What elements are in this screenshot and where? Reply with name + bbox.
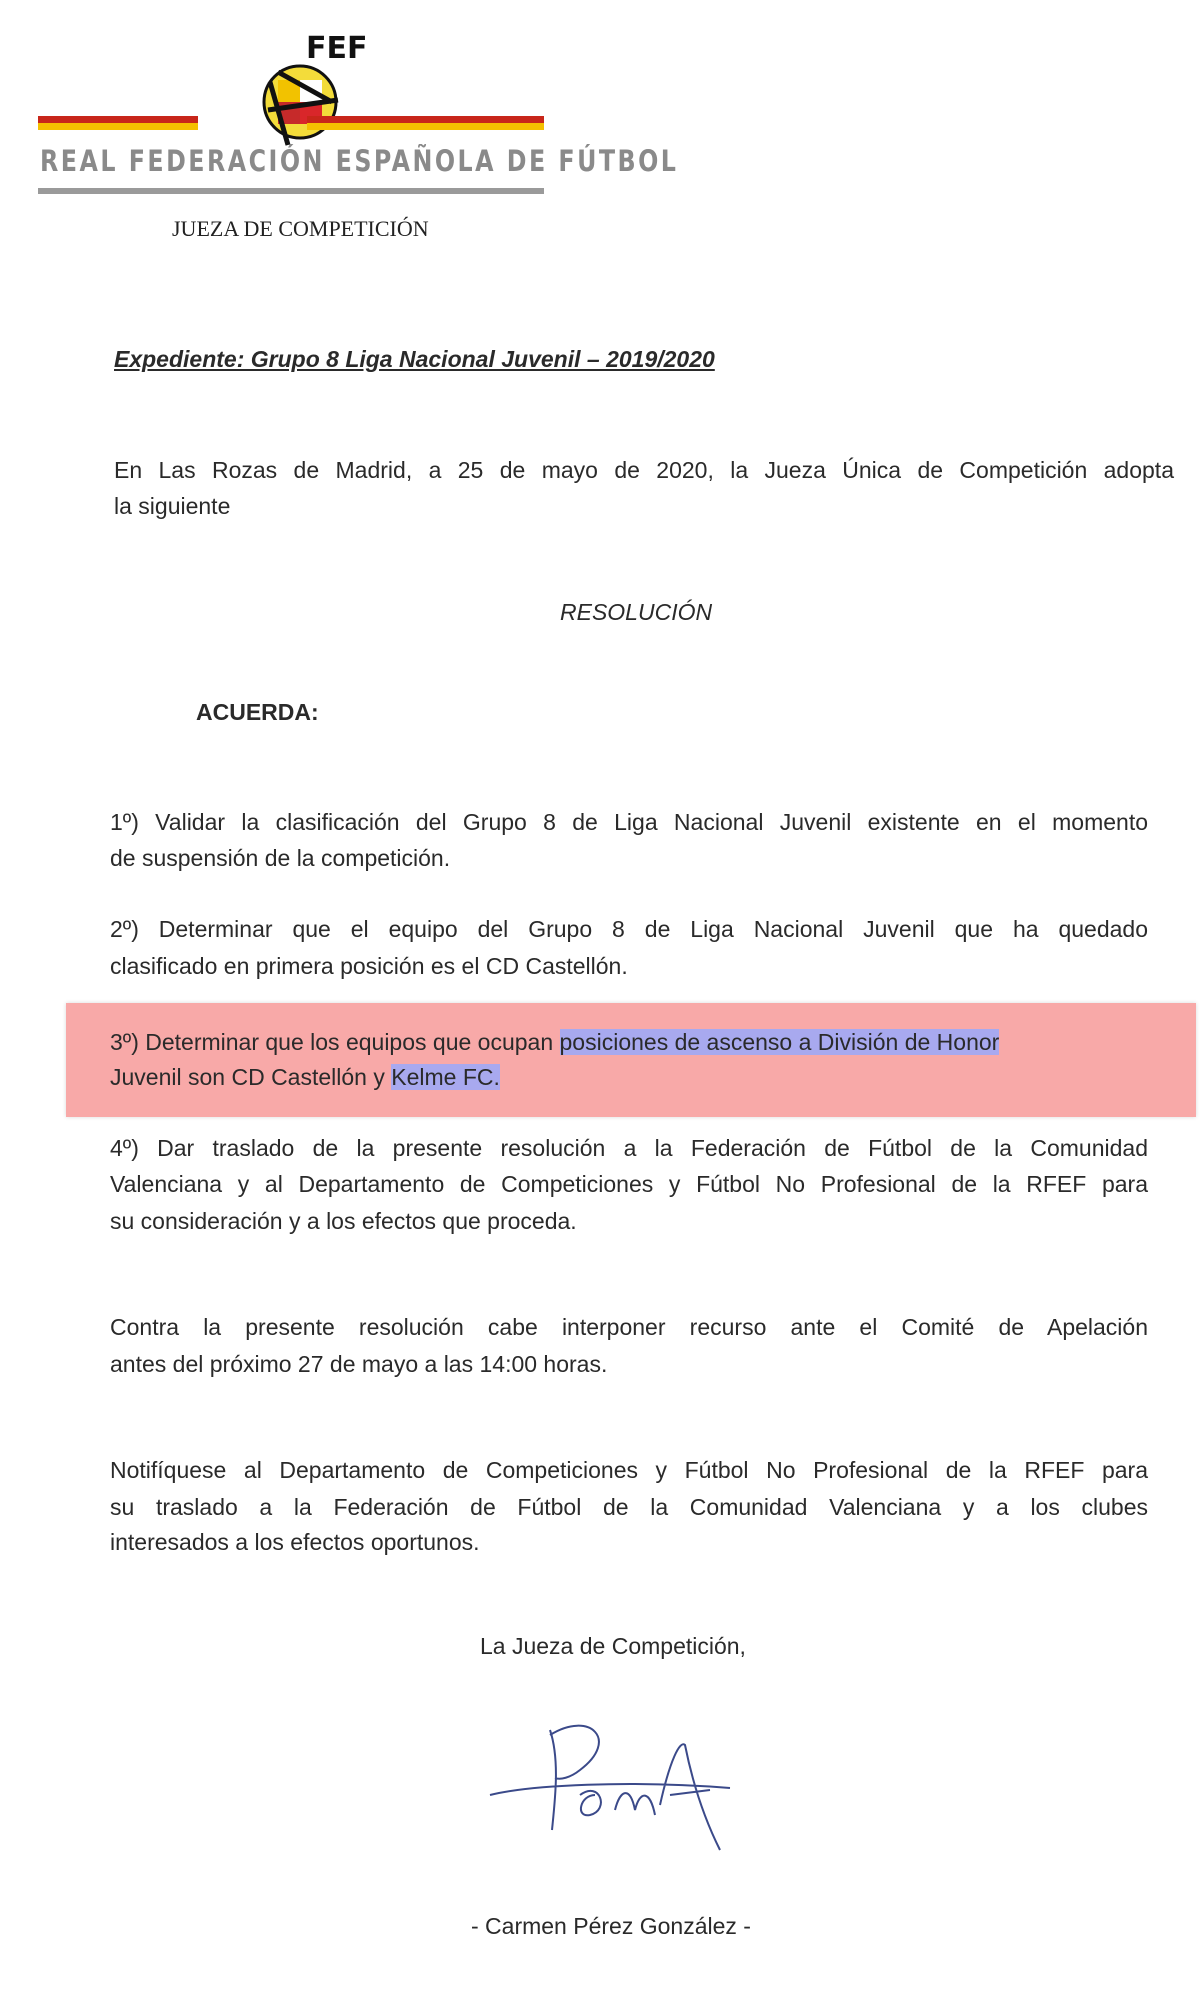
resolution-title: RESOLUCIÓN — [560, 599, 713, 625]
svg-text:FEF: FEF — [306, 31, 368, 66]
item-2-line: 2º) Determinar que el equipo del Grupo 8 de Liga Nacional Juvenil que ha quedado — [110, 916, 1148, 942]
agrees-label: ACUERDA: — [196, 699, 319, 725]
office-title: JUEZA DE COMPETICIÓN — [172, 216, 429, 241]
item-4-line: 4º) Dar traslado de la presente resolución a la Federación de Fútbol de la Comunidad — [110, 1135, 1148, 1161]
flag-stripe-left — [38, 116, 198, 130]
highlighted-item-3 — [66, 1003, 1196, 1117]
intro-line: la siguiente — [114, 493, 231, 519]
closing: La Jueza de Competición, — [480, 1633, 746, 1659]
item-4-line: su consideración y a los efectos que proceda. — [110, 1208, 577, 1234]
item-4-line: Valenciana y al Departamento de Competiciones y Fútbol No Profesional de la RFEF para — [110, 1171, 1148, 1197]
rfef-crest-icon — [248, 20, 368, 155]
logo-underline — [38, 188, 544, 194]
signature — [470, 1700, 770, 1865]
intro-line: En Las Rozas de Madrid, a 25 de mayo de 2020, la Jueza Única de Competición adopta — [114, 457, 1174, 483]
signatory-name: - Carmen Pérez González - — [471, 1913, 751, 1939]
logo-text: REAL FEDERACIÓN ESPAÑOLA DE FÚTBOL — [40, 144, 679, 178]
appeal-line: Contra la presente resolución cabe interponer recurso ante el Comité de Apelación — [110, 1314, 1148, 1340]
item-3-line — [110, 1027, 1148, 1057]
item-2-line: clasificado en primera posición es el CD Castellón. — [110, 953, 628, 979]
notify-line: su traslado a la Federación de Fútbol de la Comunidad Valenciana y a los clubes — [110, 1494, 1148, 1520]
notify-line: Notifíquese al Departamento de Competiciones y Fútbol No Profesional de la RFEF para — [110, 1457, 1148, 1483]
item-3-text: 3º) Determinar que los equipos que ocupan — [110, 1029, 560, 1055]
item-1-line: 1º) Validar la clasificación del Grupo 8 de Liga Nacional Juvenil existente en el momento — [110, 809, 1148, 835]
item-3-highlight: posiciones de ascenso a División de Honor — [559, 1029, 1000, 1055]
case-reference: Expediente: Grupo 8 Liga Nacional Juvenil – 2019/2020 — [114, 346, 715, 372]
appeal-line: antes del próximo 27 de mayo a las 14:00 horas. — [110, 1351, 608, 1377]
item-3-highlight: Kelme FC. — [391, 1064, 500, 1090]
notify-line: interesados a los efectos oportunos. — [110, 1529, 480, 1555]
item-3-line — [110, 1062, 1148, 1092]
item-1-line: de suspensión de la competición. — [110, 845, 451, 871]
flag-stripe-right — [307, 116, 544, 130]
item-3-text: Juvenil son CD Castellón y — [110, 1064, 392, 1090]
